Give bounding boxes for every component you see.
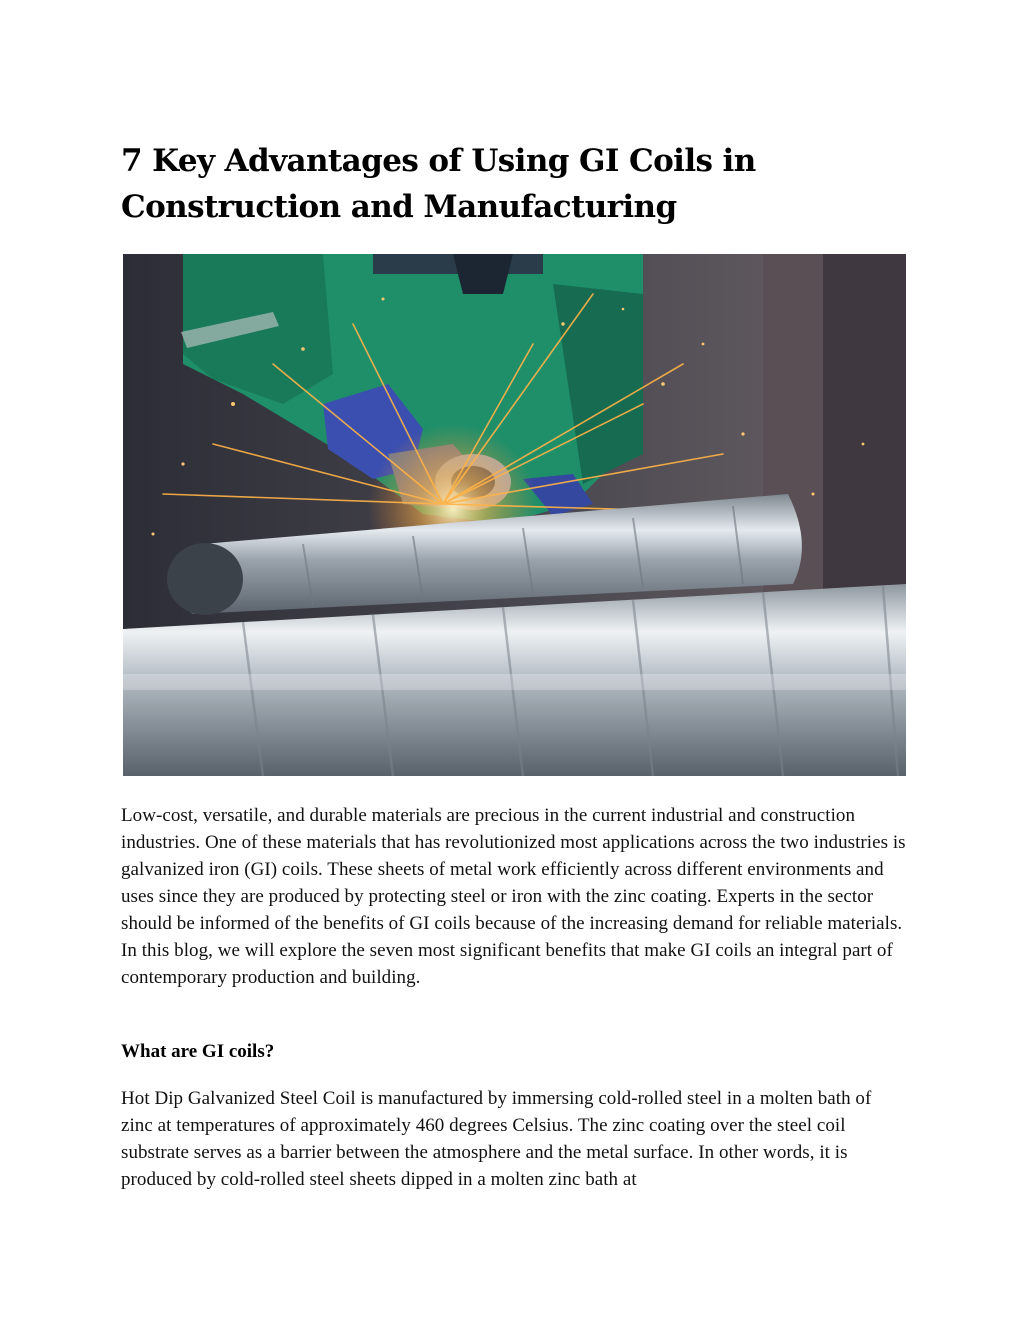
hero-image xyxy=(123,254,906,776)
article xyxy=(121,138,907,1190)
section-heading: What are GI coils? xyxy=(121,1041,275,1062)
intro-paragraph: Low-cost, versatile, and durable materials are precious in the current industrial and construction industries. One of these materials that has revolutionized most applications across the two industries is galvanized iron (GI) coils. These sheets of metal work efficiently across different environments and uses since they are produced by protecting steel or iron with the zinc coating. Experts in the sector should be informed of the benefits of GI coils because of the increasing demand for reliable materials. In this blog, we will explore the seven most significant benefits that make GI coils an integral part of contemporary production and building. xyxy=(121,805,906,988)
section-paragraph: Hot Dip Galvanized Steel Coil is manufactured by immersing cold-rolled steel in a molten bath of zinc at temperatures of approximately 460 degrees Celsius. The zinc coating over the steel coil substrate serves as a barrier between the atmosphere and the metal surface. In other words, it is produced by cold-rolled steel sheets dipped in a molten zinc bath at xyxy=(121,1088,872,1190)
article-title: 7 Key Advantages of Using GI Coils in Construction and Manufacturing xyxy=(121,143,756,225)
